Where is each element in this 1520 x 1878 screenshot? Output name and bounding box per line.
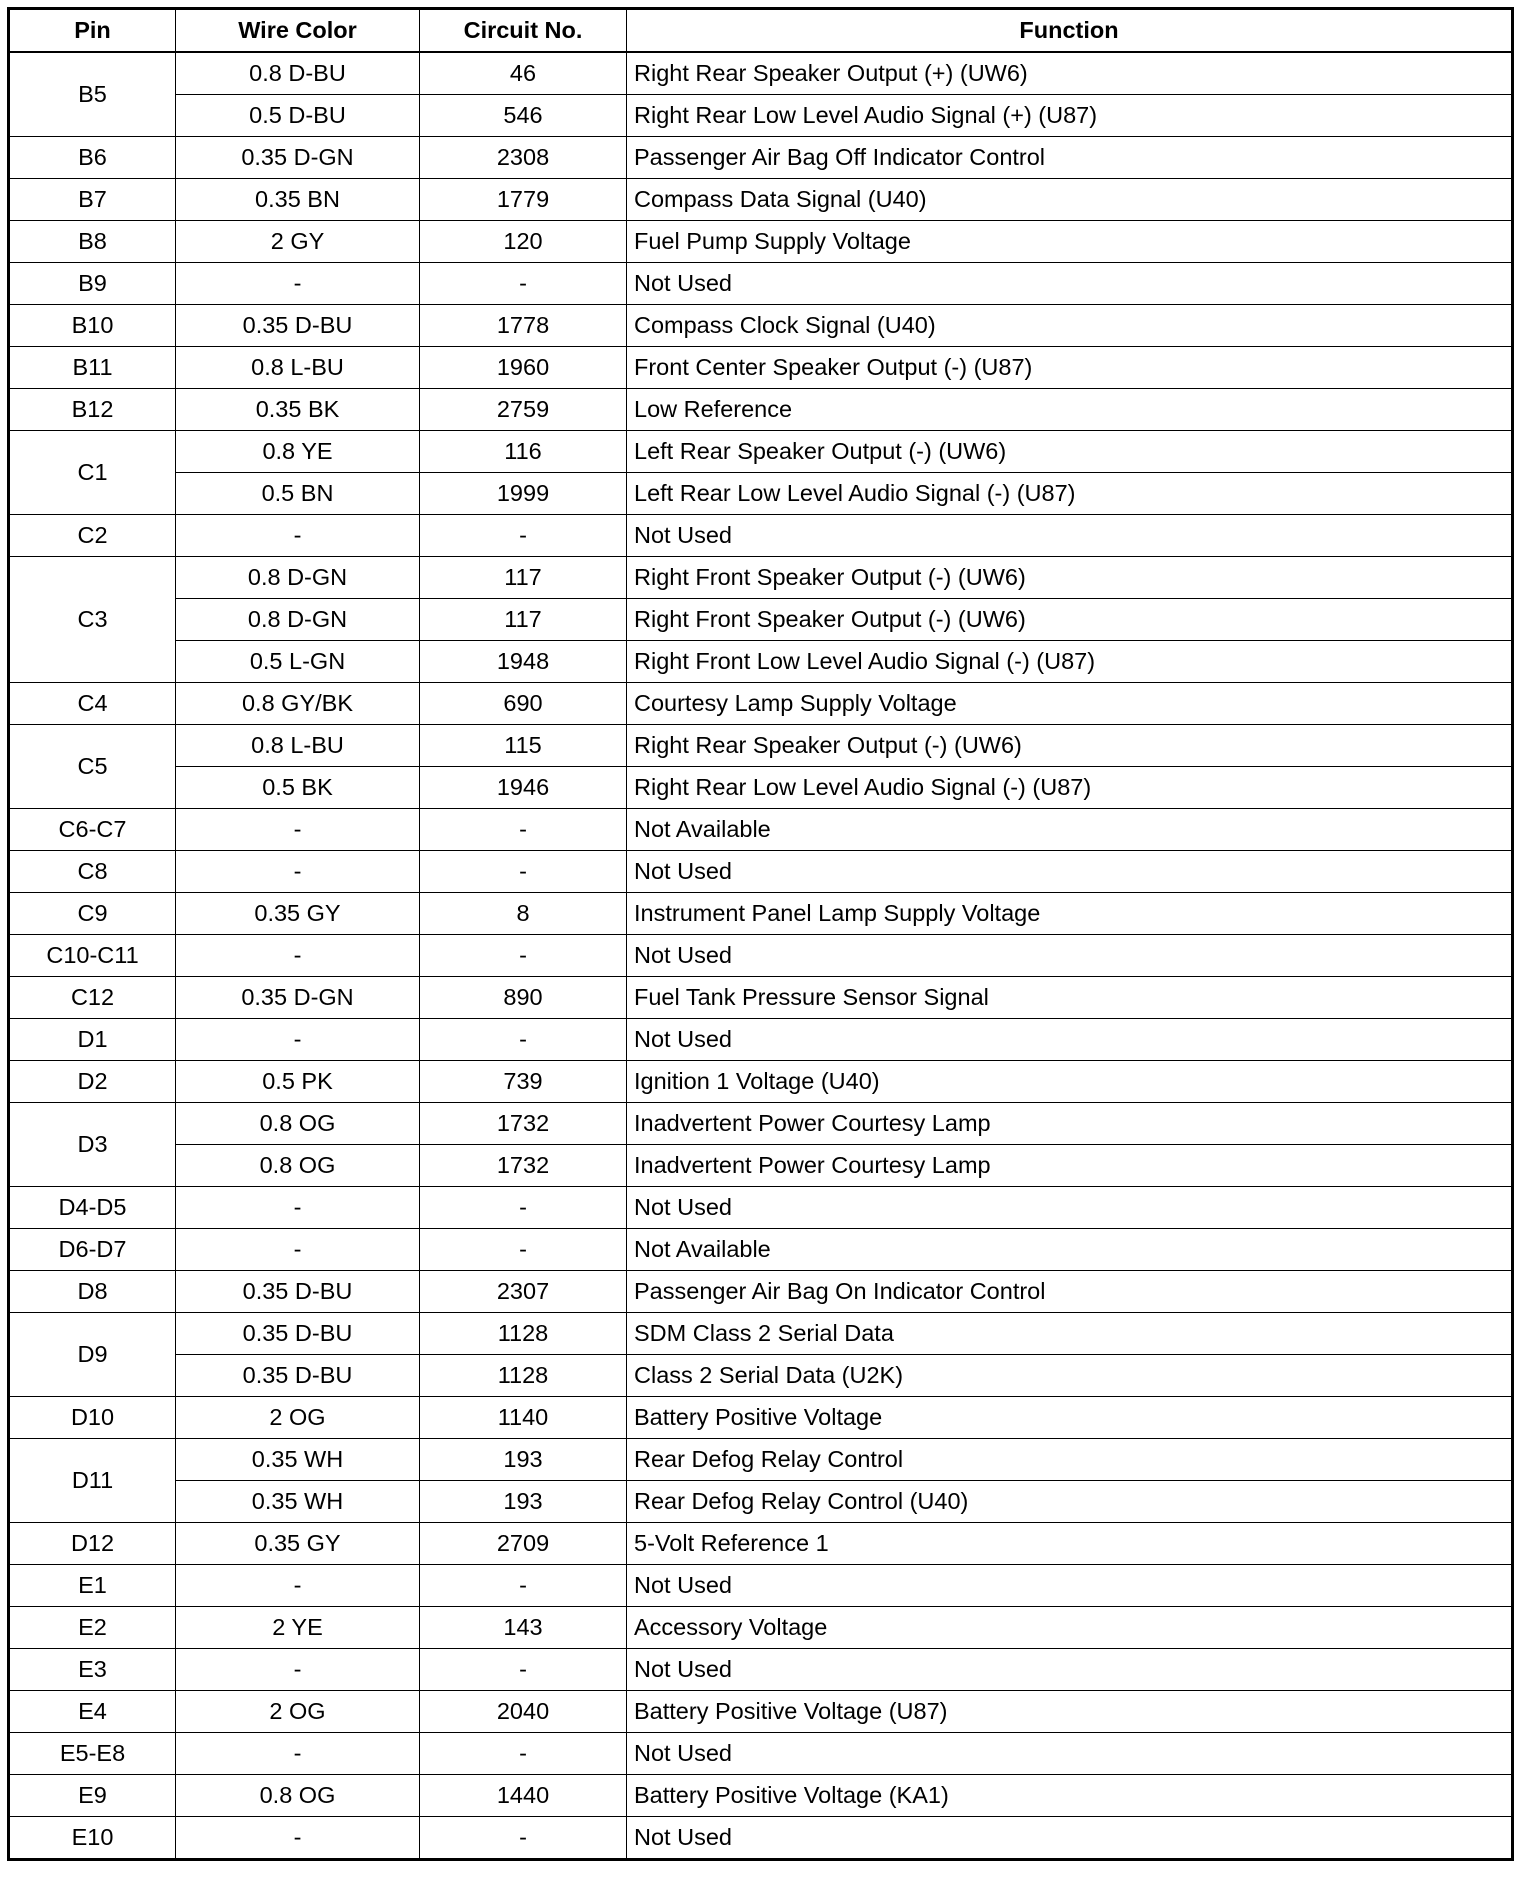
wire-color-cell: - bbox=[176, 851, 420, 893]
circuit-no-cell: 2759 bbox=[420, 389, 627, 431]
pin-cell: C4 bbox=[9, 683, 176, 725]
circuit-no-cell: 115 bbox=[420, 725, 627, 767]
function-cell: Not Available bbox=[627, 1229, 1513, 1271]
wire-color-cell: 0.35 D-BU bbox=[176, 1355, 420, 1397]
header-wire-color: Wire Color bbox=[176, 9, 420, 53]
function-cell: Fuel Tank Pressure Sensor Signal bbox=[627, 977, 1513, 1019]
wire-color-cell: 0.35 D-BU bbox=[176, 1271, 420, 1313]
table-row bbox=[9, 1523, 1513, 1565]
table-row bbox=[9, 1649, 1513, 1691]
circuit-no-cell: - bbox=[420, 1229, 627, 1271]
function-cell: Left Rear Low Level Audio Signal (-) (U87) bbox=[627, 473, 1513, 515]
function-cell: Right Rear Low Level Audio Signal (+) (U87) bbox=[627, 95, 1513, 137]
circuit-no-cell: 1128 bbox=[420, 1355, 627, 1397]
table-row bbox=[9, 767, 1513, 809]
function-cell: Right Rear Speaker Output (+) (UW6) bbox=[627, 52, 1513, 95]
function-cell: Passenger Air Bag Off Indicator Control bbox=[627, 137, 1513, 179]
function-cell: Accessory Voltage bbox=[627, 1607, 1513, 1649]
circuit-no-cell: 143 bbox=[420, 1607, 627, 1649]
table-row bbox=[9, 52, 1513, 95]
table-body bbox=[9, 52, 1513, 1860]
circuit-no-cell: 193 bbox=[420, 1439, 627, 1481]
wire-color-cell: 0.35 GY bbox=[176, 893, 420, 935]
table-row bbox=[9, 431, 1513, 473]
table-row bbox=[9, 1733, 1513, 1775]
function-cell: Not Used bbox=[627, 1187, 1513, 1229]
function-cell: Instrument Panel Lamp Supply Voltage bbox=[627, 893, 1513, 935]
wire-color-cell: 0.35 WH bbox=[176, 1439, 420, 1481]
circuit-no-cell: - bbox=[420, 1733, 627, 1775]
wire-color-cell: 0.5 BN bbox=[176, 473, 420, 515]
pin-cell: C10-C11 bbox=[9, 935, 176, 977]
pin-cell: D9 bbox=[9, 1313, 176, 1397]
circuit-no-cell: - bbox=[420, 1649, 627, 1691]
table-row bbox=[9, 1145, 1513, 1187]
header-function: Function bbox=[627, 9, 1513, 53]
circuit-no-cell: 2307 bbox=[420, 1271, 627, 1313]
pin-cell: B12 bbox=[9, 389, 176, 431]
table-row bbox=[9, 1313, 1513, 1355]
circuit-no-cell: - bbox=[420, 1187, 627, 1229]
circuit-no-cell: 1140 bbox=[420, 1397, 627, 1439]
function-cell: Not Available bbox=[627, 809, 1513, 851]
table-row bbox=[9, 1607, 1513, 1649]
pin-cell: C1 bbox=[9, 431, 176, 515]
wire-color-cell: 0.8 YE bbox=[176, 431, 420, 473]
pin-cell: B8 bbox=[9, 221, 176, 263]
circuit-no-cell: - bbox=[420, 935, 627, 977]
table-row bbox=[9, 1691, 1513, 1733]
circuit-no-cell: 117 bbox=[420, 557, 627, 599]
wire-color-cell: 2 OG bbox=[176, 1397, 420, 1439]
circuit-no-cell: - bbox=[420, 263, 627, 305]
pin-cell: B6 bbox=[9, 137, 176, 179]
function-cell: Compass Data Signal (U40) bbox=[627, 179, 1513, 221]
circuit-no-cell: - bbox=[420, 1019, 627, 1061]
wire-color-cell: 0.8 D-GN bbox=[176, 599, 420, 641]
wire-color-cell: - bbox=[176, 515, 420, 557]
function-cell: Battery Positive Voltage (KA1) bbox=[627, 1775, 1513, 1817]
wire-color-cell: - bbox=[176, 1187, 420, 1229]
table-row bbox=[9, 263, 1513, 305]
table-row bbox=[9, 1439, 1513, 1481]
wire-color-cell: 0.35 D-GN bbox=[176, 977, 420, 1019]
function-cell: Right Rear Speaker Output (-) (UW6) bbox=[627, 725, 1513, 767]
function-cell: Fuel Pump Supply Voltage bbox=[627, 221, 1513, 263]
table-row bbox=[9, 1061, 1513, 1103]
wire-color-cell: - bbox=[176, 1565, 420, 1607]
circuit-no-cell: 690 bbox=[420, 683, 627, 725]
wire-color-cell: - bbox=[176, 263, 420, 305]
pin-cell: B10 bbox=[9, 305, 176, 347]
function-cell: Ignition 1 Voltage (U40) bbox=[627, 1061, 1513, 1103]
table-row bbox=[9, 179, 1513, 221]
wire-color-cell: 0.5 D-BU bbox=[176, 95, 420, 137]
pin-cell: C8 bbox=[9, 851, 176, 893]
circuit-no-cell: - bbox=[420, 809, 627, 851]
circuit-no-cell: 890 bbox=[420, 977, 627, 1019]
pin-cell: E2 bbox=[9, 1607, 176, 1649]
wire-color-cell: 0.35 D-BU bbox=[176, 1313, 420, 1355]
function-cell: Class 2 Serial Data (U2K) bbox=[627, 1355, 1513, 1397]
wire-color-cell: - bbox=[176, 1019, 420, 1061]
pin-cell: B7 bbox=[9, 179, 176, 221]
function-cell: Courtesy Lamp Supply Voltage bbox=[627, 683, 1513, 725]
pin-cell: B11 bbox=[9, 347, 176, 389]
function-cell: Not Used bbox=[627, 515, 1513, 557]
wire-color-cell: 0.5 PK bbox=[176, 1061, 420, 1103]
pin-cell: D1 bbox=[9, 1019, 176, 1061]
table-row bbox=[9, 1019, 1513, 1061]
pin-cell: E5-E8 bbox=[9, 1733, 176, 1775]
function-cell: Compass Clock Signal (U40) bbox=[627, 305, 1513, 347]
function-cell: Passenger Air Bag On Indicator Control bbox=[627, 1271, 1513, 1313]
table-row bbox=[9, 95, 1513, 137]
wire-color-cell: 0.35 GY bbox=[176, 1523, 420, 1565]
wire-color-cell: 0.35 BN bbox=[176, 179, 420, 221]
wire-color-cell: 0.8 L-BU bbox=[176, 347, 420, 389]
connector-pinout-table bbox=[7, 7, 1514, 1861]
pin-cell: C9 bbox=[9, 893, 176, 935]
table-row bbox=[9, 599, 1513, 641]
table-row bbox=[9, 473, 1513, 515]
table-row bbox=[9, 515, 1513, 557]
function-cell: Low Reference bbox=[627, 389, 1513, 431]
circuit-no-cell: 1440 bbox=[420, 1775, 627, 1817]
pin-cell: E4 bbox=[9, 1691, 176, 1733]
circuit-no-cell: 2040 bbox=[420, 1691, 627, 1733]
circuit-no-cell: 8 bbox=[420, 893, 627, 935]
wire-color-cell: - bbox=[176, 935, 420, 977]
wire-color-cell: - bbox=[176, 1229, 420, 1271]
function-cell: Not Used bbox=[627, 1019, 1513, 1061]
circuit-no-cell: 1778 bbox=[420, 305, 627, 347]
pin-cell: B5 bbox=[9, 52, 176, 137]
table-row bbox=[9, 221, 1513, 263]
wire-color-cell: 0.35 WH bbox=[176, 1481, 420, 1523]
wire-color-cell: 0.8 L-BU bbox=[176, 725, 420, 767]
wire-color-cell: 0.5 BK bbox=[176, 767, 420, 809]
circuit-no-cell: - bbox=[420, 1565, 627, 1607]
table-row bbox=[9, 1565, 1513, 1607]
pin-cell: C12 bbox=[9, 977, 176, 1019]
function-cell: Not Used bbox=[627, 263, 1513, 305]
circuit-no-cell: 1960 bbox=[420, 347, 627, 389]
wire-color-cell: - bbox=[176, 1817, 420, 1860]
circuit-no-cell: 1779 bbox=[420, 179, 627, 221]
table-row bbox=[9, 389, 1513, 431]
wire-color-cell: 0.8 OG bbox=[176, 1145, 420, 1187]
function-cell: Right Rear Low Level Audio Signal (-) (U87) bbox=[627, 767, 1513, 809]
header-row bbox=[9, 9, 1513, 53]
function-cell: Not Used bbox=[627, 1733, 1513, 1775]
header-circuit-no: Circuit No. bbox=[420, 9, 627, 53]
wire-color-cell: 0.8 D-GN bbox=[176, 557, 420, 599]
function-cell: Not Used bbox=[627, 851, 1513, 893]
table-row bbox=[9, 1481, 1513, 1523]
pin-cell: E9 bbox=[9, 1775, 176, 1817]
function-cell: Not Used bbox=[627, 1565, 1513, 1607]
circuit-no-cell: 2308 bbox=[420, 137, 627, 179]
circuit-no-cell: 1732 bbox=[420, 1145, 627, 1187]
wire-color-cell: 0.35 D-GN bbox=[176, 137, 420, 179]
table-row bbox=[9, 137, 1513, 179]
pin-cell: E1 bbox=[9, 1565, 176, 1607]
function-cell: Right Front Speaker Output (-) (UW6) bbox=[627, 557, 1513, 599]
table-row bbox=[9, 641, 1513, 683]
circuit-no-cell: 120 bbox=[420, 221, 627, 263]
table-row bbox=[9, 557, 1513, 599]
header-pin: Pin bbox=[9, 9, 176, 53]
circuit-no-cell: 46 bbox=[420, 52, 627, 95]
table-row bbox=[9, 1271, 1513, 1313]
function-cell: Inadvertent Power Courtesy Lamp bbox=[627, 1103, 1513, 1145]
circuit-no-cell: 116 bbox=[420, 431, 627, 473]
wire-color-cell: - bbox=[176, 1649, 420, 1691]
pin-cell: C6-C7 bbox=[9, 809, 176, 851]
function-cell: Front Center Speaker Output (-) (U87) bbox=[627, 347, 1513, 389]
circuit-no-cell: 2709 bbox=[420, 1523, 627, 1565]
circuit-no-cell: 1999 bbox=[420, 473, 627, 515]
function-cell: Not Used bbox=[627, 1817, 1513, 1860]
function-cell: Left Rear Speaker Output (-) (UW6) bbox=[627, 431, 1513, 473]
wire-color-cell: - bbox=[176, 1733, 420, 1775]
table-row bbox=[9, 1103, 1513, 1145]
table-row bbox=[9, 725, 1513, 767]
function-cell: Not Used bbox=[627, 1649, 1513, 1691]
wire-color-cell: 2 GY bbox=[176, 221, 420, 263]
pin-cell: E3 bbox=[9, 1649, 176, 1691]
circuit-no-cell: - bbox=[420, 515, 627, 557]
pin-cell: D10 bbox=[9, 1397, 176, 1439]
table-row bbox=[9, 1187, 1513, 1229]
table-row bbox=[9, 935, 1513, 977]
table-row bbox=[9, 1229, 1513, 1271]
pin-cell: B9 bbox=[9, 263, 176, 305]
pin-cell: E10 bbox=[9, 1817, 176, 1860]
pin-cell: D4-D5 bbox=[9, 1187, 176, 1229]
wire-color-cell: 0.35 D-BU bbox=[176, 305, 420, 347]
circuit-no-cell: - bbox=[420, 1817, 627, 1860]
table-row bbox=[9, 1397, 1513, 1439]
table-row bbox=[9, 347, 1513, 389]
wire-color-cell: 0.5 L-GN bbox=[176, 641, 420, 683]
pin-cell: C3 bbox=[9, 557, 176, 683]
pin-cell: D3 bbox=[9, 1103, 176, 1187]
table-row bbox=[9, 1355, 1513, 1397]
pin-cell: C2 bbox=[9, 515, 176, 557]
function-cell: Rear Defog Relay Control bbox=[627, 1439, 1513, 1481]
circuit-no-cell: 739 bbox=[420, 1061, 627, 1103]
table-row bbox=[9, 977, 1513, 1019]
pin-cell: D12 bbox=[9, 1523, 176, 1565]
circuit-no-cell: 1128 bbox=[420, 1313, 627, 1355]
wire-color-cell: 2 OG bbox=[176, 1691, 420, 1733]
pin-cell: D6-D7 bbox=[9, 1229, 176, 1271]
wire-color-cell: 0.8 OG bbox=[176, 1775, 420, 1817]
circuit-no-cell: - bbox=[420, 851, 627, 893]
circuit-no-cell: 1946 bbox=[420, 767, 627, 809]
wire-color-cell: 0.8 GY/BK bbox=[176, 683, 420, 725]
table-row bbox=[9, 1817, 1513, 1860]
circuit-no-cell: 193 bbox=[420, 1481, 627, 1523]
table-row bbox=[9, 893, 1513, 935]
wire-color-cell: 2 YE bbox=[176, 1607, 420, 1649]
wire-color-cell: 0.35 BK bbox=[176, 389, 420, 431]
function-cell: Battery Positive Voltage bbox=[627, 1397, 1513, 1439]
function-cell: 5-Volt Reference 1 bbox=[627, 1523, 1513, 1565]
table-row bbox=[9, 1775, 1513, 1817]
table-row bbox=[9, 851, 1513, 893]
function-cell: Rear Defog Relay Control (U40) bbox=[627, 1481, 1513, 1523]
wire-color-cell: 0.8 OG bbox=[176, 1103, 420, 1145]
function-cell: Right Front Speaker Output (-) (UW6) bbox=[627, 599, 1513, 641]
connector-table-wrapper bbox=[7, 7, 1514, 1861]
wire-color-cell: - bbox=[176, 809, 420, 851]
table-row bbox=[9, 683, 1513, 725]
function-cell: Not Used bbox=[627, 935, 1513, 977]
wire-color-cell: 0.8 D-BU bbox=[176, 52, 420, 95]
function-cell: Right Front Low Level Audio Signal (-) (U87) bbox=[627, 641, 1513, 683]
table-row bbox=[9, 809, 1513, 851]
circuit-no-cell: 546 bbox=[420, 95, 627, 137]
pin-cell: D11 bbox=[9, 1439, 176, 1523]
circuit-no-cell: 1948 bbox=[420, 641, 627, 683]
function-cell: Inadvertent Power Courtesy Lamp bbox=[627, 1145, 1513, 1187]
circuit-no-cell: 117 bbox=[420, 599, 627, 641]
pin-cell: D8 bbox=[9, 1271, 176, 1313]
function-cell: Battery Positive Voltage (U87) bbox=[627, 1691, 1513, 1733]
pin-cell: D2 bbox=[9, 1061, 176, 1103]
circuit-no-cell: 1732 bbox=[420, 1103, 627, 1145]
table-row bbox=[9, 305, 1513, 347]
pin-cell: C5 bbox=[9, 725, 176, 809]
function-cell: SDM Class 2 Serial Data bbox=[627, 1313, 1513, 1355]
